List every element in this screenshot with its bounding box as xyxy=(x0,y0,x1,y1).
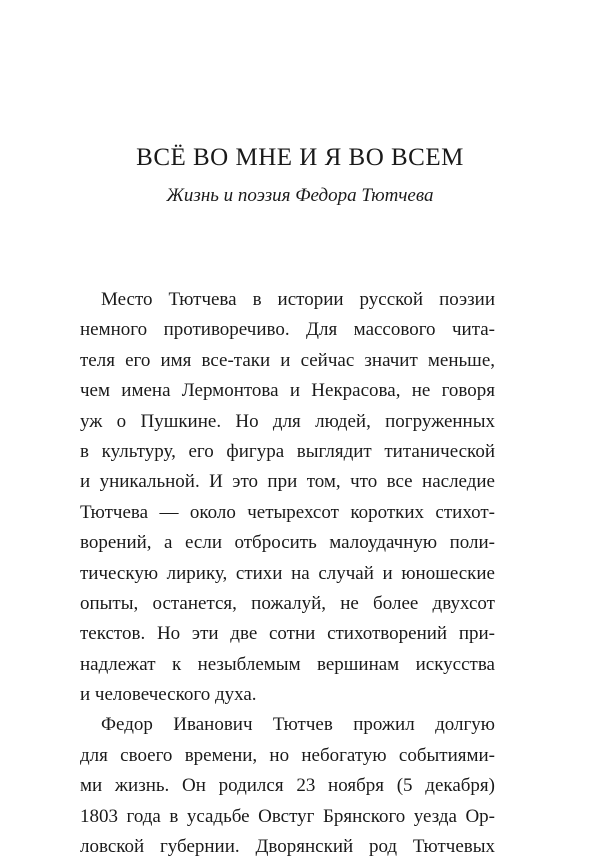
text-line: опыты, останется, пожалуй, не более двухсот xyxy=(80,592,495,614)
text-line: ворений, а если отбросить малоудачную поли- xyxy=(80,532,495,554)
text-line: теля его имя все-таки и сейчас значит меньше, xyxy=(80,349,495,371)
text-line: текстов. Но эти две сотни стихотворений при- xyxy=(80,623,495,645)
text-line: ми жизнь. Он родился 23 ноября (5 декабря) xyxy=(80,775,495,797)
text-line: Федор Иванович Тютчев прожил долгую xyxy=(101,714,495,736)
text-line: и человеческого духа. xyxy=(80,684,257,706)
text-line: немного противоречиво. Для массового чита- xyxy=(80,319,495,341)
paragraph xyxy=(80,285,495,710)
text-line: Тютчева — около четырехсот коротких стихот- xyxy=(80,501,495,523)
text-line: уж о Пушкине. Но для людей, погруженных xyxy=(80,410,495,432)
text-line: 1803 года в усадьбе Овстуг Брянского уезда Ор- xyxy=(80,805,495,827)
text-line: ловской губернии. Дворянский род Тютчевых xyxy=(80,836,495,858)
chapter-title: ВСЁ ВО МНЕ И Я ВО ВСЕМ xyxy=(136,144,464,171)
text-line: и уникальной. И это при том, что все наследие xyxy=(80,471,495,493)
text-line: тическую лирику, стихи на случай и юношеские xyxy=(80,562,495,584)
chapter-subtitle: Жизнь и поэзия Федора Тютчева xyxy=(166,185,434,206)
text-line: для своего времени, но небогатую событиями- xyxy=(80,744,495,766)
body-text xyxy=(80,285,495,862)
text-line: в культуру, его фигура выглядит титанической xyxy=(80,440,495,462)
text-line: Место Тютчева в истории русской поэзии xyxy=(101,289,495,310)
paragraph xyxy=(80,710,495,862)
text-line: надлежат к незыблемым вершинам искусства xyxy=(80,653,495,675)
text-line: чем имена Лермонтова и Некрасова, не говоря xyxy=(80,380,495,402)
